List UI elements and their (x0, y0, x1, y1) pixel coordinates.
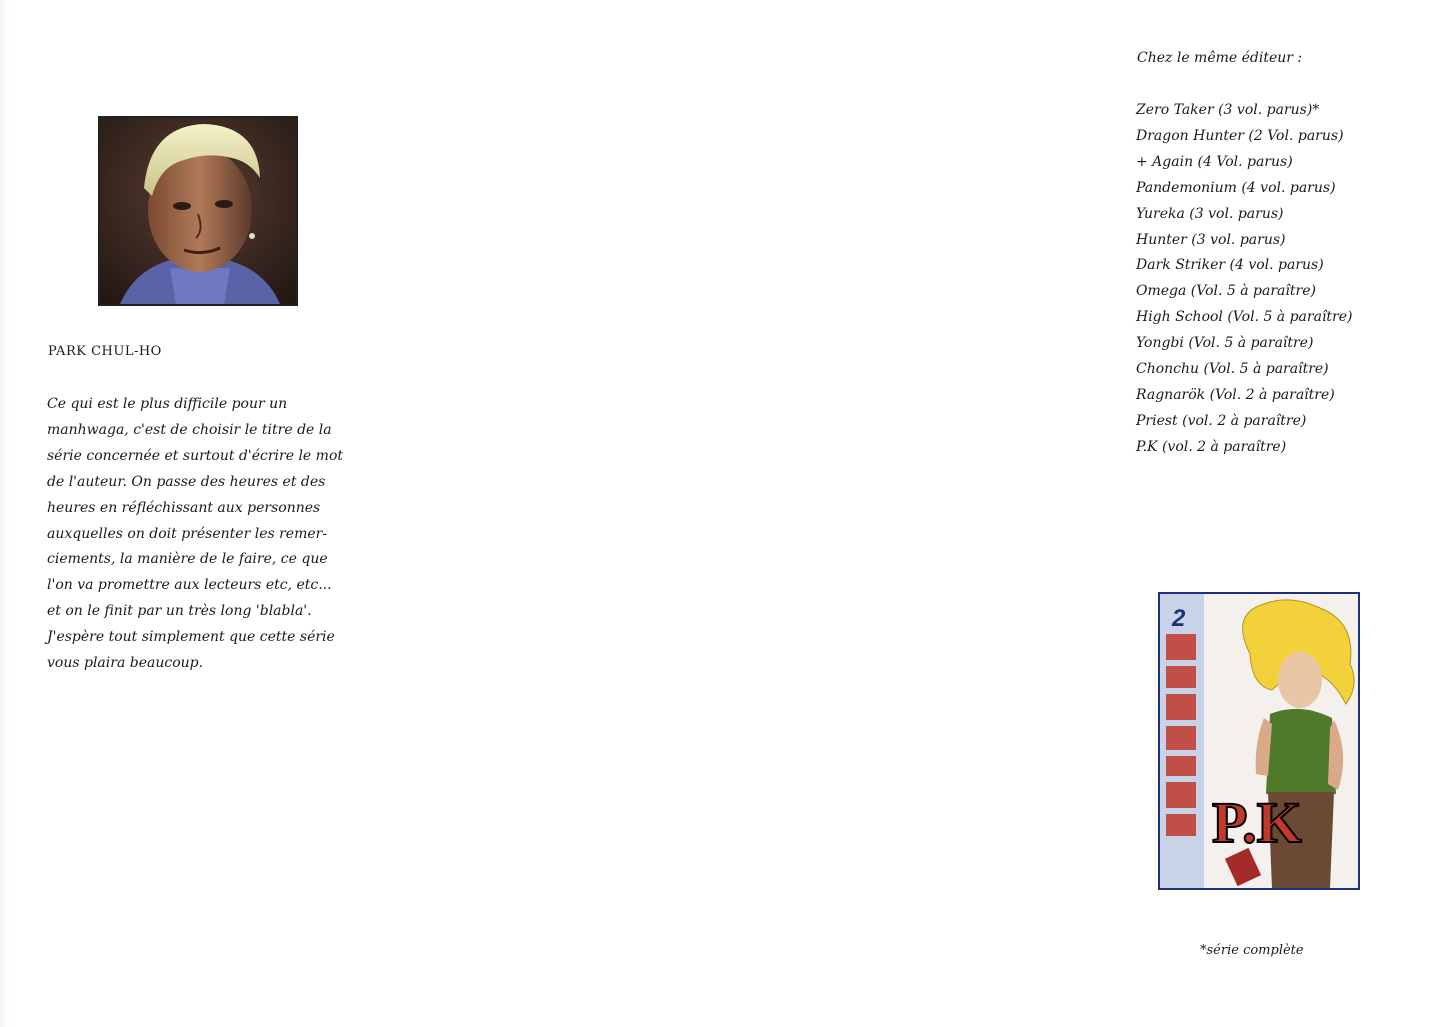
author-photo (98, 116, 298, 306)
catalog-item: + Again (4 Vol. parus) (1136, 153, 1293, 170)
catalog-item: Hunter (3 vol. parus) (1136, 231, 1286, 248)
catalog-item: Ragnarök (Vol. 2 à paraître) (1136, 386, 1335, 403)
catalog-item: Yureka (3 vol. parus) (1136, 205, 1284, 222)
catalog-item: Pandemonium (4 vol. parus) (1136, 179, 1336, 196)
catalog-item: Yongbi (Vol. 5 à paraître) (1136, 335, 1314, 352)
bio-line: série concernée et surtout d'écrire le mot (47, 447, 343, 464)
bio-line: heures en réfléchissant aux personnes (47, 499, 321, 516)
catalog-heading: Chez le même éditeur : (1137, 50, 1303, 66)
author-bio (47, 392, 367, 677)
bio-line: de l'auteur. On passe des heures et des (47, 473, 326, 490)
footnote: *série complète (1200, 943, 1304, 958)
cover-logo: P.K (1212, 790, 1302, 855)
catalog-item: Priest (vol. 2 à paraître) (1136, 412, 1307, 429)
book-cover (1158, 592, 1360, 890)
bio-line: J'espère tout simplement que cette série (47, 629, 335, 646)
catalog-item: Omega (Vol. 5 à paraître) (1136, 283, 1316, 300)
cover-volume-number: 2 (1172, 605, 1186, 632)
bio-line: et on le finit par un très long 'blabla'. (47, 603, 312, 620)
bio-line: ciements, la manière de le faire, ce que (47, 551, 328, 568)
catalog-item: High School (Vol. 5 à paraître) (1136, 309, 1353, 326)
bio-line: manhwaga, c'est de choisir le titre de la (47, 421, 332, 438)
catalog-item: Dark Striker (4 vol. parus) (1136, 257, 1324, 274)
catalog-list (1136, 98, 1353, 461)
bio-line: auxquelles on doit présenter les remer- (47, 525, 328, 542)
bio-line: Ce qui est le plus difficile pour un (47, 396, 288, 412)
catalog-item: P.K (vol. 2 à paraître) (1136, 438, 1287, 455)
page-edge (0, 0, 10, 1027)
catalog-item: Dragon Hunter (2 Vol. parus) (1136, 127, 1344, 144)
catalog-item: Chonchu (Vol. 5 à paraître) (1136, 361, 1329, 378)
author-name: PARK CHUL-HO (48, 344, 162, 359)
catalog-item: Zero Taker (3 vol. parus)* (1136, 102, 1320, 118)
bio-line: vous plaira beaucoup. (47, 655, 204, 672)
bio-line: l'on va promettre aux lecteurs etc, etc... (47, 577, 332, 594)
